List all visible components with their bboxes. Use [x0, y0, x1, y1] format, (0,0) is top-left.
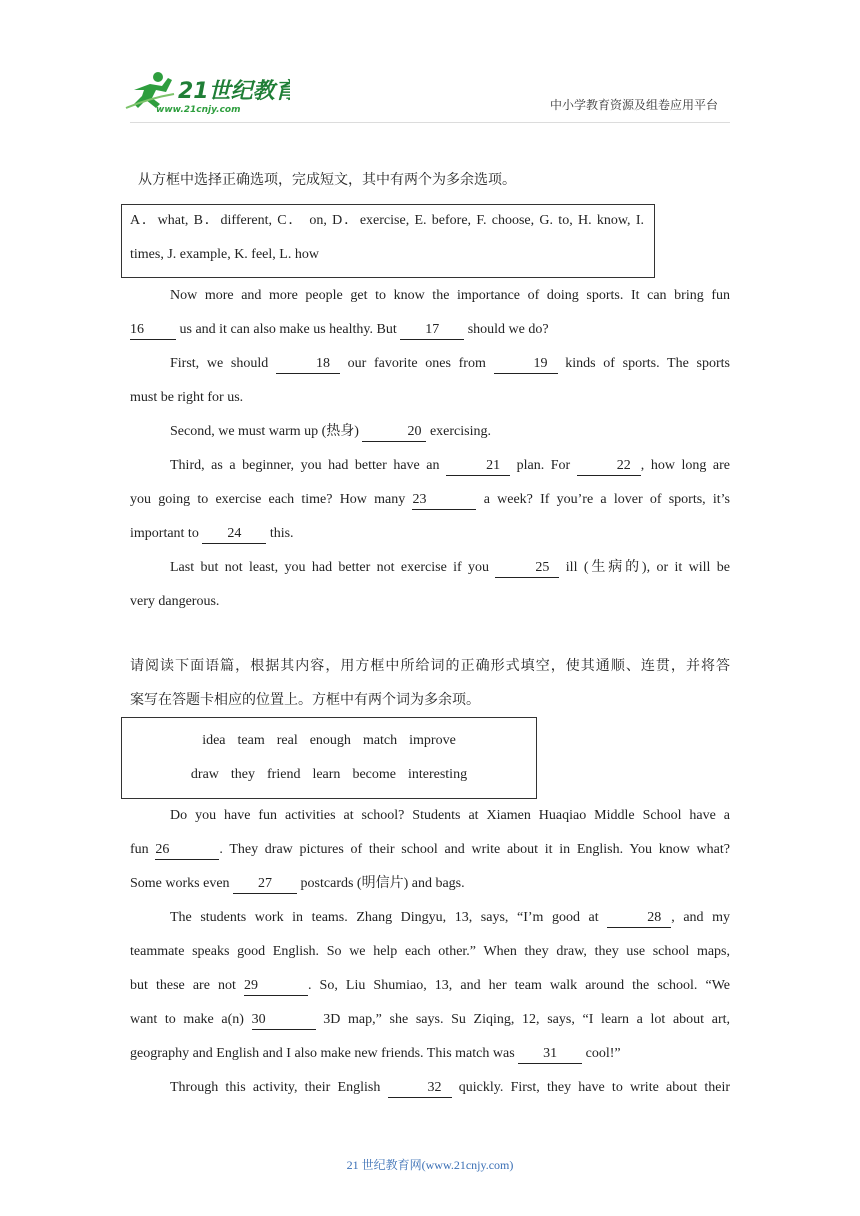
passage-line: geography and English and I also make new friends. This match was 31 cool!”: [130, 1037, 730, 1071]
word-item: they: [230, 767, 256, 782]
blank-22[interactable]: 22: [577, 457, 641, 476]
blank-24[interactable]: 24: [202, 525, 266, 544]
passage-line: want to make a(n) 30 3D map,” she says. Su Ziqing, 12, says, “I learn a lot about art,: [130, 1003, 730, 1037]
svg-text:www.21cnjy.com: www.21cnjy.com: [156, 105, 241, 115]
running-man-logo-icon: [120, 68, 290, 116]
blank-30[interactable]: 30: [252, 1011, 316, 1030]
passage-line: but these are not 29 . So, Liu Shumiao, 13, and her team walk around the school. “We: [130, 969, 730, 1003]
passage1: [130, 279, 730, 619]
blank-29[interactable]: 29: [244, 977, 308, 996]
options-line: A．what, B．different, C． on, D．exercise, E. before, F. choose, G. to, H. know, I.: [130, 213, 644, 228]
word-item: team: [237, 733, 265, 748]
section1-instruction: [138, 164, 738, 198]
passage-line: First, we should 18 our favorite ones from 19 kinds of sports. The sports: [130, 347, 730, 381]
blank-25[interactable]: 25: [495, 559, 559, 578]
blank-26[interactable]: 26: [155, 841, 219, 860]
blank-32[interactable]: 32: [388, 1079, 452, 1098]
passage-line: Third, as a beginner, you had better have an 21 plan. For 22 , how long are: [130, 449, 730, 483]
passage-line: Second, we must warm up (热身) 20 exercising.: [130, 415, 730, 449]
platform-name: 中小学教育资源及组卷应用平台: [550, 98, 719, 112]
word-box: [121, 717, 537, 799]
passage-line: 16 us and it can also make us healthy. But 17 should we do?: [130, 313, 730, 347]
blank-16[interactable]: 16: [130, 321, 176, 340]
blank-20[interactable]: 20: [362, 423, 426, 442]
blank-28[interactable]: 28: [607, 909, 671, 928]
instruction-text: 从方框中选择正确选项，完成短文，其中有两个为多余选项。: [138, 173, 516, 188]
passage-line: must be right for us.: [130, 390, 244, 405]
instruction-text: 请阅读下面语篇，根据其内容，用方框中所给词的正确形式填空，使其通顺、连贯，并将答: [130, 659, 730, 674]
word-item: match: [362, 733, 398, 748]
passage-line: Do you have fun activities at school? Students at Xiamen Huaqiao Middle School have a: [170, 808, 730, 823]
options-list: [130, 204, 644, 272]
passage-line: Last but not least, you had better not exercise if you 25 ill (生病的), or it will be: [130, 551, 730, 585]
section2-instruction: [130, 650, 730, 718]
header-divider: [130, 122, 730, 123]
word-item: draw: [190, 767, 219, 782]
footer-link[interactable]: 21 世纪教育网(www.21cnjy.com): [346, 1158, 514, 1172]
passage2: [130, 799, 730, 1105]
svg-text:21世纪教育: 21世纪教育: [178, 79, 290, 104]
word-item: real: [276, 733, 298, 748]
instruction-text: 案写在答题卡相应的位置上。方框中有两个词为多余项。: [130, 693, 480, 708]
passage-line: fun 26 . They draw pictures of their school and write about it in English. You know what?: [130, 833, 730, 867]
passage-line: teammate speaks good English. So we help each other.” When they draw, they use school maps,: [130, 944, 730, 959]
word-item: friend: [267, 767, 301, 782]
word-item: become: [352, 767, 396, 782]
word-item: learn: [312, 767, 341, 782]
passage-line: The students work in teams. Zhang Dingyu, 13, says, “I’m good at 28 , and my: [130, 901, 730, 935]
passage-line: Some works even 27 postcards (明信片) and bags.: [130, 867, 730, 901]
blank-27[interactable]: 27: [233, 875, 297, 894]
word-item: interesting: [407, 767, 468, 782]
options-line: times, J. example, K. feel, L. how: [130, 247, 319, 262]
blank-31[interactable]: 31: [518, 1045, 582, 1064]
blank-23[interactable]: 23: [412, 491, 476, 510]
passage-line: Through this activity, their English 32 quickly. First, they have to write about their: [130, 1071, 730, 1105]
passage-line: very dangerous.: [130, 594, 220, 609]
passage-line: Now more and more people get to know the importance of doing sports. It can bring fun: [170, 288, 730, 303]
site-logo: [120, 68, 290, 116]
passage-line: important to 24 this.: [130, 517, 730, 551]
word-item: improve: [409, 733, 456, 748]
word-item: idea: [202, 733, 226, 748]
passage-line: you going to exercise each time? How many 23 a week? If you’re a lover of sports, it’s: [130, 483, 730, 517]
word-row: [122, 758, 536, 792]
word-row: [122, 724, 536, 758]
blank-21[interactable]: 21: [446, 457, 510, 476]
blank-19[interactable]: 19: [494, 355, 558, 374]
word-item: enough: [309, 733, 351, 748]
blank-17[interactable]: 17: [400, 321, 464, 340]
blank-18[interactable]: 18: [276, 355, 340, 374]
